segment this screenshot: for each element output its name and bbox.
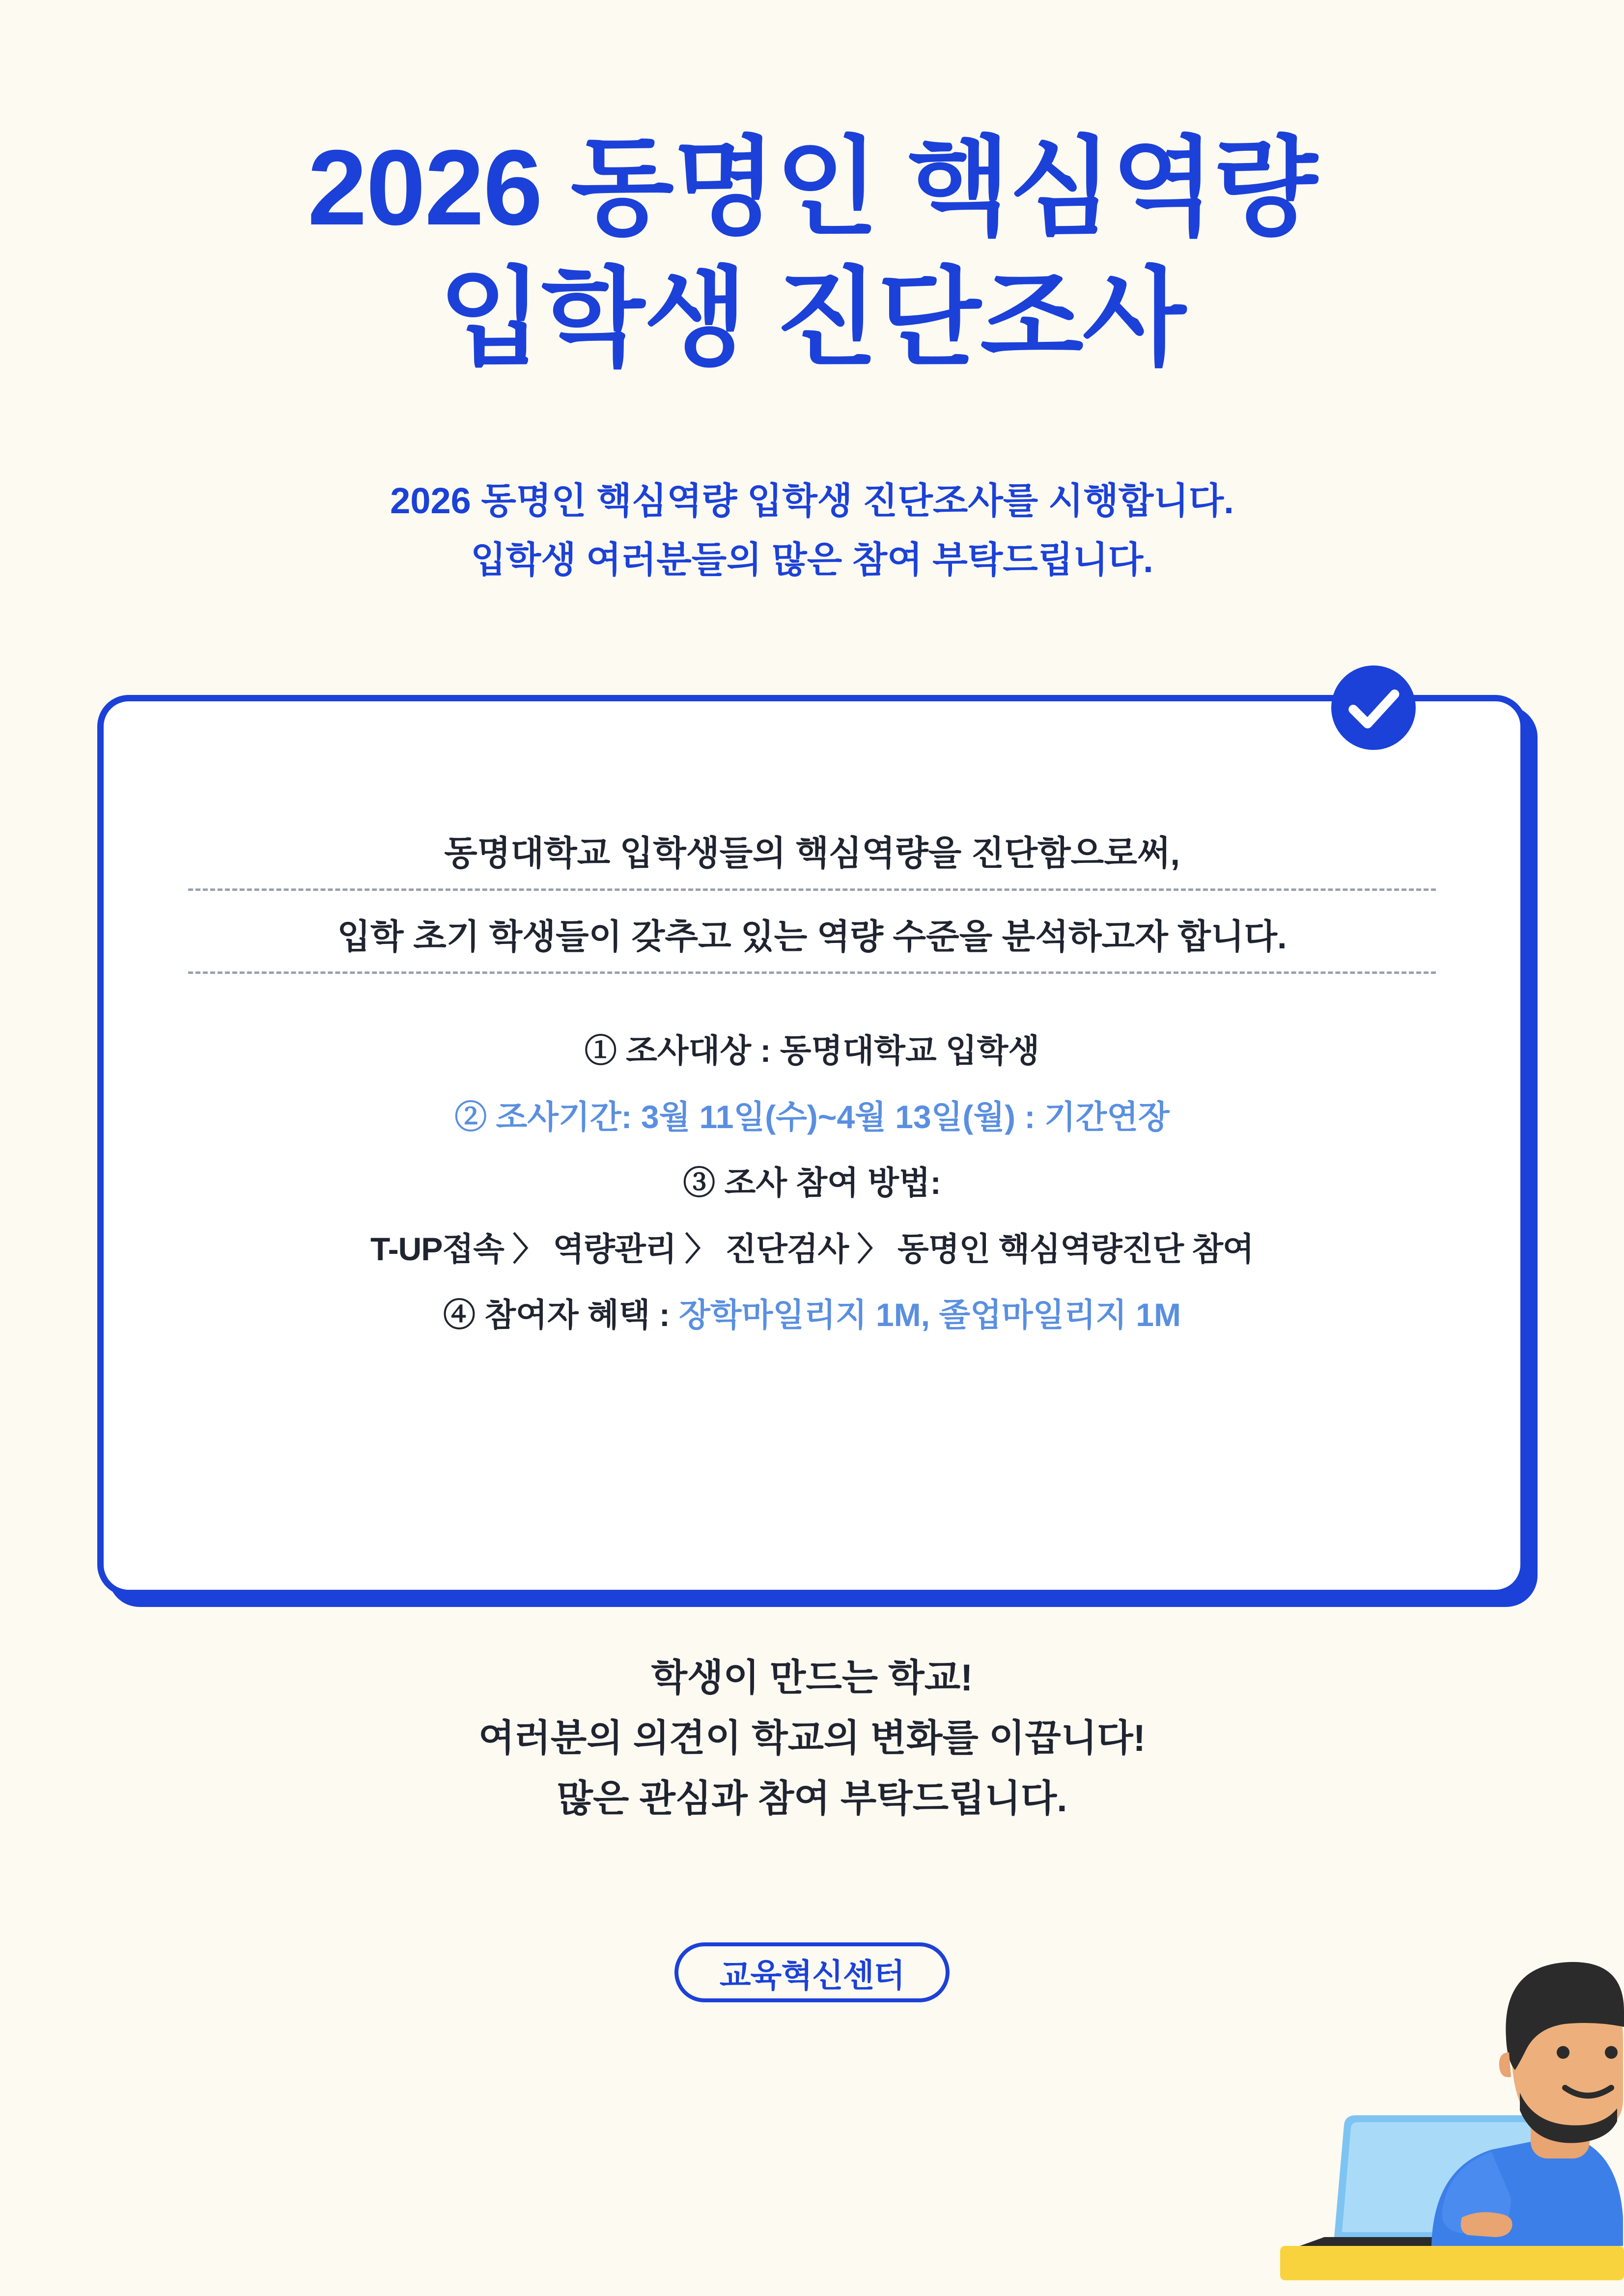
info-item-target: ① 조사대상 : 동명대학교 입학생 xyxy=(584,1032,1040,1069)
info-item-benefit xyxy=(97,1297,1527,1333)
closing-line-2: 여러분의 의견이 학교의 변화를 이끕니다! xyxy=(478,1717,1146,1760)
title-line-1: 2026 동명인 핵심역량 xyxy=(307,128,1317,248)
purpose-line-1: 동명대학교 입학생들의 핵심역량을 진단함으로써, xyxy=(188,830,1436,891)
organization-badge-label: 교육혁신센터 xyxy=(719,1957,905,1993)
info-item-list xyxy=(97,1033,1527,1333)
lead-line-1: 2026 동명인 핵심역량 입학생 진단조사를 시행합니다. xyxy=(390,480,1234,521)
info-item-method-path: T-UP접속 〉 역량관리 〉 진단검사 〉 동명인 핵심역량진단 참여 xyxy=(370,1230,1254,1267)
check-icon xyxy=(1331,665,1416,750)
person-at-laptop-illustration xyxy=(1069,1726,1624,2296)
lead-paragraph xyxy=(0,471,1624,589)
closing-line-3: 많은 관심과 참여 부탁드립니다. xyxy=(557,1778,1067,1820)
info-card-content xyxy=(97,830,1527,1363)
page-title xyxy=(0,123,1624,384)
organization-badge xyxy=(674,1942,950,2002)
benefit-label: ④ 참여자 혜택 : xyxy=(443,1297,679,1333)
closing-line-1: 학생이 만드는 학교! xyxy=(651,1657,973,1699)
info-item-period: ② 조사기간: 3월 11일(수)~4월 13일(월) : 기간연장 xyxy=(454,1098,1170,1135)
info-item-method-title: ③ 조사 참여 방법: xyxy=(683,1164,941,1201)
lead-line-2: 입학생 여러분들의 많은 참여 부탁드립니다. xyxy=(471,539,1153,580)
benefit-value: 장학마일리지 1M, 졸업마일리지 1M xyxy=(679,1297,1181,1333)
purpose-line-2: 입학 초기 학생들이 갖추고 있는 역량 수준을 분석하고자 합니다. xyxy=(188,913,1436,974)
title-line-2: 입학생 진단조사 xyxy=(439,258,1185,378)
